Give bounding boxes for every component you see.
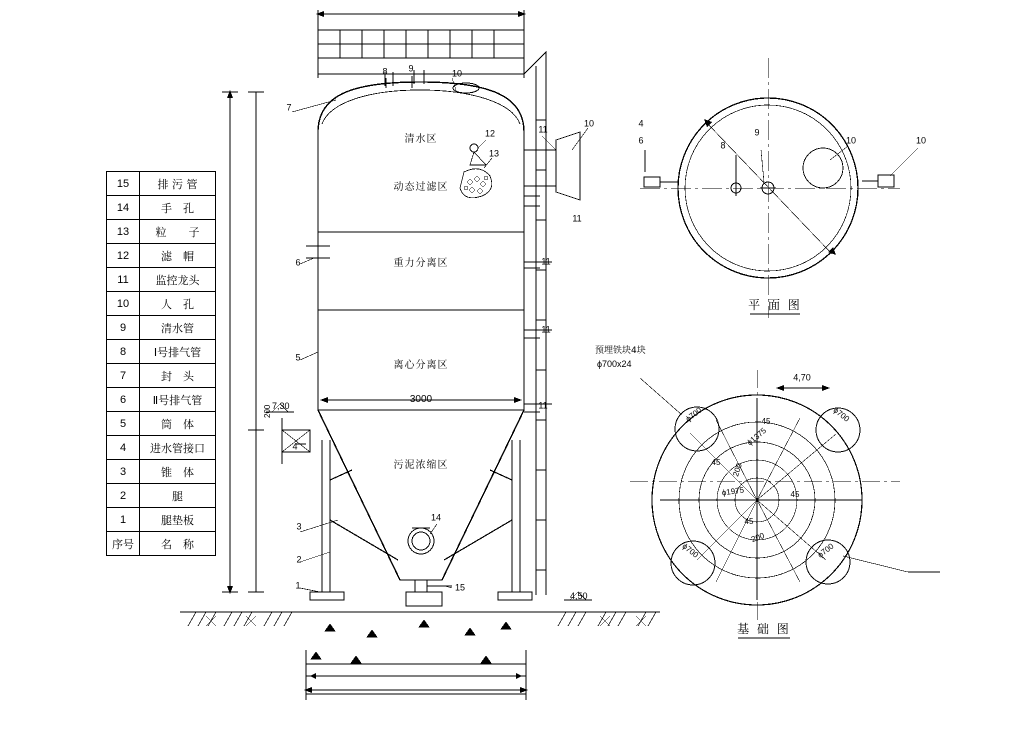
legend-name: 腿垫板 <box>140 508 216 532</box>
legend-row <box>107 412 216 436</box>
legend-no: 8 <box>107 340 140 364</box>
foundation-note-line1: 预埋铁块4块 <box>595 346 646 356</box>
plan-callout-8: 8 <box>720 140 726 151</box>
foundation-view-title: 基 础 图 <box>737 622 791 636</box>
legend-no: 15 <box>107 172 140 196</box>
zone-label-sludge-concentration: 污泥浓缩区 <box>393 460 449 471</box>
dim-shell-diameter: 3000 <box>409 394 433 405</box>
dim-level-730: 7,30 <box>272 401 290 411</box>
zone-label-gravity-separation: 重力分离区 <box>393 258 449 269</box>
dim-plate-700-4: ϕ700 <box>815 541 836 560</box>
dim-200-a: 200 <box>731 462 744 478</box>
plan-view-geometry <box>640 58 918 318</box>
legend-row <box>107 268 216 292</box>
plan-view-title: 平 面 图 <box>748 298 802 312</box>
legend-row <box>107 292 216 316</box>
filter-cap-detail <box>460 144 492 198</box>
monitor-nozzles <box>524 132 580 412</box>
legend-no: 9 <box>107 316 140 340</box>
zone-label-clear-water: 清水区 <box>404 134 438 145</box>
legend-row <box>107 316 216 340</box>
hand-hole-detail <box>408 528 434 554</box>
dim-angle-45-b: 45 <box>711 458 721 467</box>
callout-7: 7 <box>286 102 292 113</box>
legend-no: 7 <box>107 364 140 388</box>
legend-no: 11 <box>107 268 140 292</box>
legend-table <box>106 171 216 556</box>
plan-callout-10-b: 10 <box>915 135 927 146</box>
legend-row <box>107 244 216 268</box>
plan-callout-10-a: 10 <box>845 135 857 146</box>
legend-row <box>107 340 216 364</box>
plan-callout-9: 9 <box>754 127 760 138</box>
callout-9: 9 <box>408 63 414 74</box>
dim-plate-700-1: ϕ700 <box>683 405 704 424</box>
dim-plate-700-2: ϕ700 <box>831 405 852 424</box>
callout-14: 14 <box>430 512 442 523</box>
dim-200-b: 200 <box>750 531 766 545</box>
legend-name: 人 孔 <box>140 292 216 316</box>
foundation-view-geometry <box>630 370 940 638</box>
legend-name: 滤 帽 <box>140 244 216 268</box>
drain-pipe <box>415 580 452 592</box>
legend-name: 腿 <box>140 484 216 508</box>
legend-row <box>107 388 216 412</box>
callout-8: 8 <box>382 66 388 77</box>
callout-12: 12 <box>484 128 496 139</box>
callout-11-b: 11 <box>572 213 582 224</box>
legend-name: Ⅱ号排气管 <box>140 388 216 412</box>
callout-3: 3 <box>296 521 302 532</box>
legend-name: 清水管 <box>140 316 216 340</box>
plan-callout-6: 6 <box>638 135 644 146</box>
legend-row <box>107 172 216 196</box>
callout-10-manhole: 10 <box>583 118 595 129</box>
legend-name: 监控龙头 <box>140 268 216 292</box>
callout-5: 5 <box>295 352 301 363</box>
zone-label-centrifugal-separation: 离心分离区 <box>393 360 449 371</box>
legend-row <box>107 364 216 388</box>
legend-name: 粒 子 <box>140 220 216 244</box>
callout-11-e: 11 <box>538 400 548 411</box>
legend-no: 12 <box>107 244 140 268</box>
legend-name: 手 孔 <box>140 196 216 220</box>
legend-row <box>107 508 216 532</box>
callout-10-top: 10 <box>451 68 463 79</box>
left-vent-nozzle <box>306 246 318 258</box>
legend-no: 1 <box>107 508 140 532</box>
legend-row <box>107 196 216 220</box>
legend-name: Ⅰ号排气管 <box>140 340 216 364</box>
zone-label-dynamic-filter: 动态过滤区 <box>393 182 449 193</box>
dim-angle-45-c: 45 <box>790 490 800 499</box>
callout-11-c: 11 <box>541 256 551 267</box>
callout-4: 4 <box>292 441 298 452</box>
foundation-note-line2: ϕ700x24 <box>597 359 632 369</box>
callout-11-a: 11 <box>538 124 548 135</box>
plan-callout-4: 4 <box>638 118 644 129</box>
legend-no: 2 <box>107 484 140 508</box>
legend-row <box>107 220 216 244</box>
legend-header-row <box>107 532 216 556</box>
legend-no: 14 <box>107 196 140 220</box>
legend-name: 进水管接口 <box>140 436 216 460</box>
dim-bolt-circle-1975: ϕ1975 <box>721 485 745 498</box>
legend-header-no: 序号 <box>107 532 140 556</box>
legend-name: 筒 体 <box>140 412 216 436</box>
legend-no: 13 <box>107 220 140 244</box>
callout-15: 15 <box>454 582 466 593</box>
legend-no: 6 <box>107 388 140 412</box>
callout-13: 13 <box>488 148 500 159</box>
callout-2: 2 <box>296 554 302 565</box>
dim-level-450: 4,50 <box>570 591 588 601</box>
callout-11-d: 11 <box>541 324 551 335</box>
dim-plate-700-3: ϕ700 <box>680 541 701 560</box>
dim-angle-45-a: 45 <box>761 417 771 426</box>
dim-470: 4,70 <box>793 372 811 383</box>
legend-header-name: 名 称 <box>140 532 216 556</box>
legend-name: 封 头 <box>140 364 216 388</box>
dim-inlet-200: 200 <box>263 404 272 418</box>
ground-line <box>180 612 660 700</box>
legend-row <box>107 460 216 484</box>
legend-name: 锥 体 <box>140 460 216 484</box>
legend-no: 3 <box>107 460 140 484</box>
legend-no: 5 <box>107 412 140 436</box>
legend-no: 4 <box>107 436 140 460</box>
shell-seams <box>318 232 524 310</box>
dim-bolt-circle-1375: ϕ1375 <box>745 426 769 448</box>
legend-row <box>107 436 216 460</box>
callout-1: 1 <box>295 580 301 591</box>
legend-name: 排 污 管 <box>140 172 216 196</box>
dim-angle-45-d: 45 <box>744 517 754 526</box>
callout-6: 6 <box>295 257 301 268</box>
legend-row <box>107 484 216 508</box>
legend-no: 10 <box>107 292 140 316</box>
